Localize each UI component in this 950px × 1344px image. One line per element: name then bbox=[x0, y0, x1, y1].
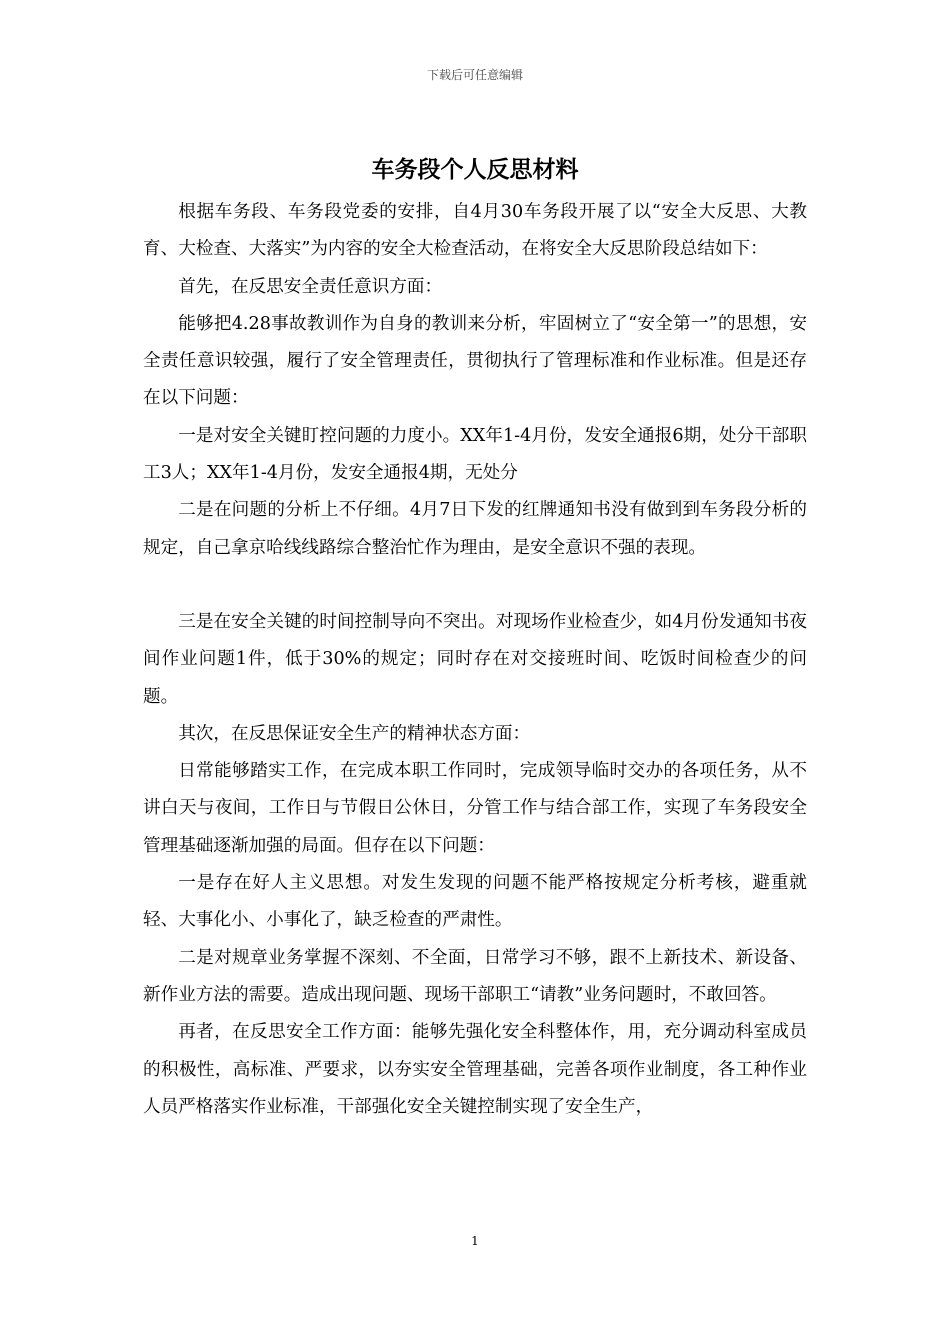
document-body bbox=[143, 194, 807, 1126]
paragraph: 二是在问题的分析上不仔细。4月7日下发的红牌通知书没有做到到车务段分析的规定，自己拿京哈线线路综合整治忙作为理由，是安全意识不强的表现。 bbox=[143, 500, 807, 558]
header-note: 下载后可任意编辑 bbox=[426, 68, 523, 82]
paragraph: 首先，在反思安全责任意识方面： bbox=[178, 276, 443, 297]
paragraph: 根据车务段、车务段党委的安排，自4月30车务段开展了以“安全大反思、大教育、大检查、大落实”为内容的安全大检查活动，在将安全大反思阶段总结如下： bbox=[143, 202, 807, 260]
page-number: 1 bbox=[471, 1234, 479, 1248]
paragraph: 一是存在好人主义思想。对发生发现的问题不能严格按规定分析考核，避重就轻、大事化小、小事化了，缺乏检查的严肃性。 bbox=[143, 873, 807, 931]
paragraph: 一是对安全关键盯控问题的力度小。XX年1-4月份，发安全通报6期，处分干部职工3人；XX年1-4月份，发安全通报4期，无处分 bbox=[143, 425, 807, 484]
paragraph: 能够把4.28事故教训作为自身的教训来分析，牢固树立了“安全第一”的思想，安全责任意识较强，履行了安全管理责任，贯彻执行了管理标准和作业标准。但是还存在以下问题： bbox=[143, 313, 807, 409]
document-title: 车务段个人反思材料 bbox=[371, 156, 579, 183]
paragraph: 日常能够踏实工作，在完成本职工作同时，完成领导临时交办的各项任务，从不讲白天与夜间，工作日与节假日公休日，分管工作与结合部工作，实现了车务段安全管理基础逐渐加强的局面。但存在以下问题： bbox=[143, 761, 807, 856]
paragraph: 再者，在反思安全工作方面：能够先强化安全科整体作，用，充分调动科室成员的积极性，高标准、严要求，以夯实安全管理基础，完善各项作业制度，各工种作业人员严格落实作业标准，干部强化安全关键控制实现了安全生产， bbox=[143, 1022, 807, 1117]
paragraph: 三是在安全关键的时间控制导向不突出。对现场作业检查少，如4月份发通知书夜间作业问题1件，低于30%的规定；同时存在对交接班时间、吃饭时间检查少的问题。 bbox=[143, 611, 807, 707]
paragraph: 二是对规章业务掌握不深刻、不全面，日常学习不够，跟不上新技术、新设备、新作业方法的需要。造成出现问题、现场干部职工“请教”业务问题时，不敢回答。 bbox=[143, 947, 807, 1005]
paragraph: 其次，在反思保证安全生产的精神状态方面： bbox=[178, 723, 531, 744]
